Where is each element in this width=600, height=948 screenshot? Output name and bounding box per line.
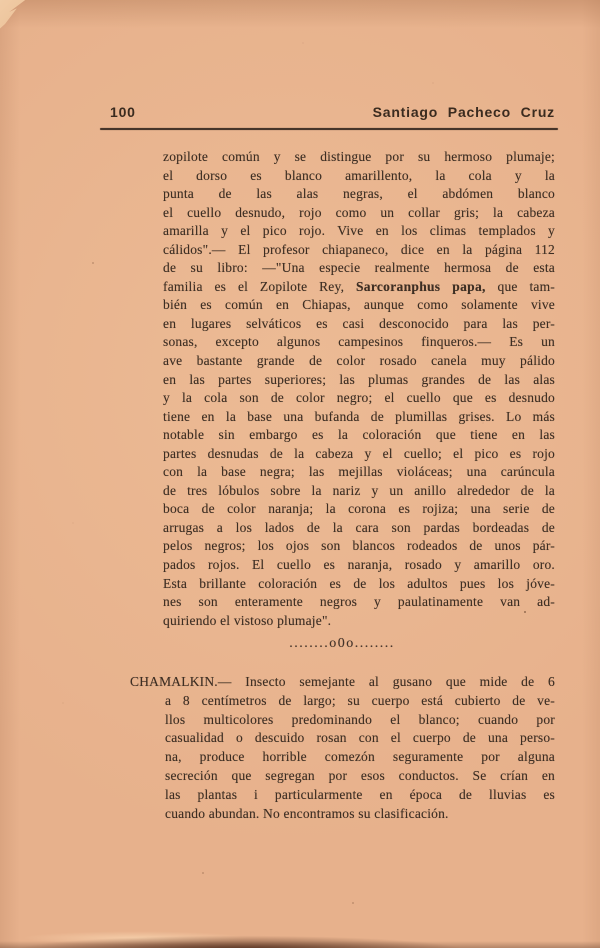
text-line: amarilla y el pico rojo. Vive en los climas templados y xyxy=(163,223,555,239)
text-line: de tres lóbulos sobre la nariz y un anillo alrededor de la xyxy=(163,482,555,498)
text-line: pelos negros; los ojos son blancos rodeados de unos pár- xyxy=(163,538,555,554)
text-line: cálidos".— El profesor chiapaneco, dice en la página 112 xyxy=(163,241,555,257)
text-line: punta de las alas negras, el abdómen blanco xyxy=(163,186,555,202)
text-line: llos multicolores predominando el blanco; cuando por xyxy=(165,711,555,727)
text-line: y la cola son de color negro; el cuello que es desnudo xyxy=(163,390,555,406)
text-line: pados rojos. El cuello es naranja, rosado y amarillo oro. xyxy=(163,557,555,573)
entry-continuation xyxy=(165,692,555,824)
text-line: en las partes superiores; las plumas grandes de las alas xyxy=(163,371,555,387)
text-line: ave bastante grande de color rosado canela muy pálido xyxy=(163,353,555,369)
text-line: el dorso es blanco amarillento, la cola y la xyxy=(163,167,555,183)
line8-post-text: que tam- xyxy=(485,278,555,294)
text-line: zopilote común y se distingue por su hermoso plumaje; xyxy=(163,149,555,164)
page-number: 100 xyxy=(110,104,136,120)
section-separator: ........o0o........ xyxy=(289,636,395,651)
text-line: Esta brillante coloración es de los adultos pues los jóve- xyxy=(163,575,555,591)
running-header-author: Santiago Pacheco Cruz xyxy=(372,104,555,120)
text-line: arrugas a los lados de la cara son pardas bordeadas de xyxy=(163,519,555,535)
entry-term-line: CHAMALKIN.— Insecto semejante al gusano que mide de 6 xyxy=(130,674,555,689)
entry-last-line: cuando abundan. No encontramos su clasificación. xyxy=(165,805,449,821)
text-line: boca de color naranja; la corona es rojiza; una serie de xyxy=(163,501,555,517)
text-line: partes desnudas de la cabeza y el cuello; el pico es rojo xyxy=(163,445,555,461)
paragraph-zopilote-rey xyxy=(163,148,555,630)
text-line: tiene en la base una bufanda de plumillas grises. Lo más xyxy=(163,408,555,424)
text-line: de su libro: —"Una especie realmente hermosa de esta xyxy=(163,260,555,276)
text-line: notable sin embargo es la coloración que tiene en las xyxy=(163,427,555,443)
text-line: con la base negra; las mejillas violáceas; una carúncula xyxy=(163,464,555,480)
text-lines-group xyxy=(165,692,555,805)
species-name-bold: Sarcoranphus papa, xyxy=(355,278,486,294)
page-curl-shadow xyxy=(0,912,600,948)
page-corner-fold xyxy=(0,0,42,30)
text-lines-group xyxy=(163,296,555,611)
text-line: bién es común en Chiapas, aunque como solamente vive xyxy=(163,297,555,313)
text-line: casualidad o descuido rosan con el cuerpo de una perso- xyxy=(165,730,555,746)
text-line: na, produce horrible comezón seguramente por alguna xyxy=(165,749,555,765)
paragraph-last-line: quiriendo el vistoso plumaje". xyxy=(163,612,332,628)
text-line: nes son enteramente negros y paulatinamente van ad- xyxy=(163,594,555,610)
line8-pre-text: familia es el Zopilote Rey, xyxy=(163,278,356,294)
text-lines-group xyxy=(163,148,555,278)
text-line: las plantas i particularmente en época de lluvias es xyxy=(165,786,555,802)
header-rule xyxy=(100,128,558,130)
text-line: sonas, excepto algunos campesinos finqueros.— Es un xyxy=(163,334,555,350)
text-line: el cuello desnudo, rojo como un collar gris; la cabeza xyxy=(163,204,555,220)
text-line: secreción que segregan por esos conductos. Se crían en xyxy=(165,767,555,783)
running-header xyxy=(110,104,555,120)
text-line: en lugares selváticos es casi desconocido para las per- xyxy=(163,315,555,331)
text-line-with-species-name xyxy=(163,278,555,297)
entry-chamalkin xyxy=(130,673,555,823)
text-line: a 8 centímetros de largo; su cuerpo está cubierto de ve- xyxy=(165,692,555,708)
